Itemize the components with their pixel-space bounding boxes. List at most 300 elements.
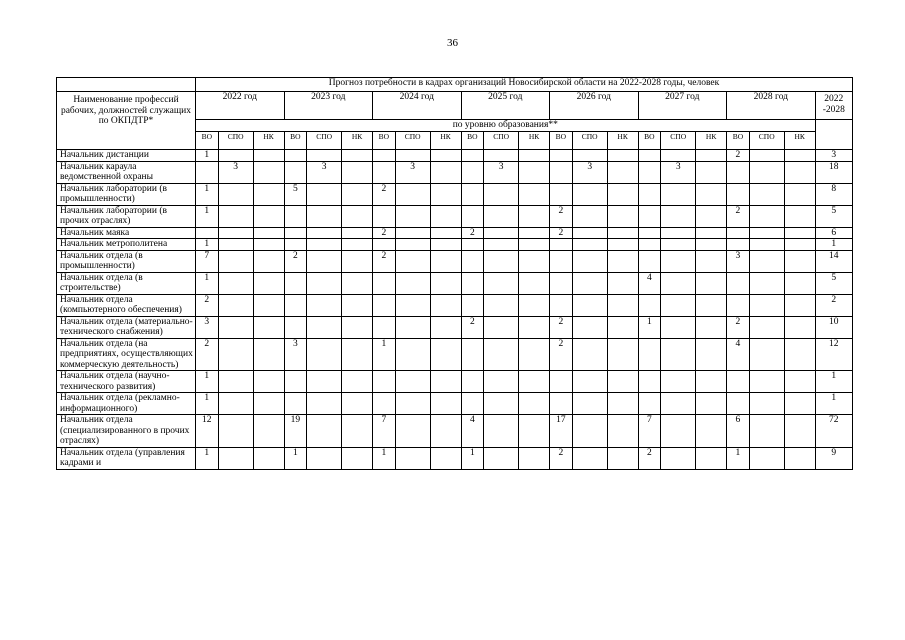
value-cell: 2 [727,205,750,227]
value-cell [395,183,430,205]
value-cell [342,227,373,239]
value-cell [461,205,484,227]
value-cell: 1 [284,447,307,469]
value-cell [661,239,696,251]
value-cell [607,393,638,415]
value-cell [218,338,253,371]
value-cell [430,205,461,227]
value-cell [218,183,253,205]
value-cell [430,239,461,251]
education-level-header: ВО [195,132,218,150]
value-cell [342,150,373,162]
page-number: 36 [447,37,458,49]
value-cell [395,415,430,448]
value-cell [661,447,696,469]
value-cell: 2 [195,294,218,316]
value-cell [195,227,218,239]
value-cell [253,294,284,316]
value-cell [727,393,750,415]
value-cell [484,272,519,294]
value-cell [638,161,661,183]
value-cell [253,447,284,469]
profession-name: Начальник лаборатории (в промышленности) [57,183,196,205]
value-cell [307,393,342,415]
value-cell: 1 [461,447,484,469]
profession-name: Начальник отдела (в строительстве) [57,272,196,294]
value-cell [484,415,519,448]
value-cell [307,316,342,338]
value-cell [284,150,307,162]
education-level-header: ВО [461,132,484,150]
value-cell [373,150,396,162]
value-cell [572,183,607,205]
value-cell [461,250,484,272]
value-cell [373,316,396,338]
value-cell [307,150,342,162]
value-cell: 2 [373,227,396,239]
value-cell [484,393,519,415]
value-cell [519,338,550,371]
value-cell [218,227,253,239]
year-header: 2025 год [461,92,550,120]
value-cell [461,371,484,393]
value-cell [307,239,342,251]
value-cell [607,183,638,205]
year-header: 2027 год [638,92,727,120]
value-cell: 2 [461,316,484,338]
value-cell: 5 [284,183,307,205]
value-cell: 17 [550,415,573,448]
table-row [57,316,853,338]
value-cell [373,161,396,183]
value-cell [661,227,696,239]
education-level-header: ВО [284,132,307,150]
value-cell: 3 [395,161,430,183]
value-cell: 1 [195,371,218,393]
value-cell: 1 [373,338,396,371]
value-cell: 2 [373,250,396,272]
value-cell: 2 [373,183,396,205]
value-cell [395,393,430,415]
education-level-header: НК [342,132,373,150]
value-cell: 3 [727,250,750,272]
value-cell: 3 [195,316,218,338]
value-cell [484,371,519,393]
year-header: 2022 год [195,92,284,120]
value-cell [638,393,661,415]
value-cell [307,415,342,448]
workforce-forecast-table [56,77,853,470]
value-cell [342,393,373,415]
value-cell [395,294,430,316]
value-cell [607,415,638,448]
value-cell [572,150,607,162]
value-cell [430,183,461,205]
value-cell [638,227,661,239]
value-cell [395,447,430,469]
value-cell: 1 [195,239,218,251]
year-header: 2026 год [550,92,639,120]
value-cell [661,393,696,415]
value-cell [519,371,550,393]
value-cell [519,239,550,251]
value-cell [218,294,253,316]
value-cell [195,161,218,183]
value-cell [784,161,815,183]
value-cell: 3 [284,338,307,371]
profession-name: Начальник отдела (материально-технического снабжения) [57,316,196,338]
value-cell: 3 [307,161,342,183]
table-row [57,205,853,227]
value-cell [784,393,815,415]
value-cell [461,161,484,183]
value-cell: 3 [661,161,696,183]
value-cell [607,239,638,251]
value-cell: 1 [727,447,750,469]
value-cell [218,150,253,162]
value-cell [550,393,573,415]
education-level-header: ВО [638,132,661,150]
value-cell [218,272,253,294]
name-column-header: Наименование профессий рабочих, должностей служащих по ОКПДТР* [57,92,196,150]
value-cell [784,250,815,272]
value-cell [607,205,638,227]
value-cell: 2 [550,205,573,227]
value-cell [661,338,696,371]
value-cell [784,316,815,338]
education-level-header: НК [784,132,815,150]
value-cell [550,294,573,316]
profession-name: Начальник отдела (рекламно-информационного) [57,393,196,415]
value-cell [572,316,607,338]
value-cell: 4 [638,272,661,294]
row-total: 1 [815,393,852,415]
value-cell [342,239,373,251]
value-cell [607,161,638,183]
profession-name: Начальник отдела (на предприятиях, осуществляющих коммерческую деятельность) [57,338,196,371]
value-cell [661,205,696,227]
value-cell: 12 [195,415,218,448]
value-cell [461,150,484,162]
value-cell: 2 [550,338,573,371]
value-cell [519,272,550,294]
year-header: 2028 год [727,92,816,120]
value-cell [607,316,638,338]
value-cell [253,150,284,162]
value-cell [784,227,815,239]
value-cell [253,205,284,227]
value-cell: 2 [550,227,573,239]
value-cell [638,150,661,162]
value-cell [395,239,430,251]
value-cell [727,294,750,316]
value-cell [218,239,253,251]
value-cell [572,393,607,415]
value-cell [607,272,638,294]
value-cell [342,183,373,205]
value-cell [253,227,284,239]
value-cell [307,205,342,227]
value-cell [784,150,815,162]
value-cell [661,250,696,272]
value-cell [572,338,607,371]
value-cell [607,250,638,272]
value-cell [253,183,284,205]
value-cell [696,415,727,448]
value-cell [519,205,550,227]
value-cell [307,338,342,371]
value-cell [696,447,727,469]
value-cell [519,161,550,183]
value-cell [307,183,342,205]
value-cell: 1 [373,447,396,469]
year-header: 2024 год [373,92,462,120]
value-cell: 1 [195,447,218,469]
value-cell [430,415,461,448]
value-cell [519,183,550,205]
value-cell [284,227,307,239]
value-cell [696,150,727,162]
profession-name: Начальник караула ведомственной охраны [57,161,196,183]
value-cell [284,294,307,316]
value-cell [607,227,638,239]
value-cell [572,239,607,251]
value-cell [638,338,661,371]
value-cell [307,250,342,272]
value-cell [749,239,784,251]
table-row [57,250,853,272]
education-level-subheader: по уровню образования** [195,120,815,132]
value-cell [430,371,461,393]
value-cell [461,239,484,251]
value-cell [749,316,784,338]
value-cell [749,227,784,239]
value-cell [218,205,253,227]
value-cell [696,183,727,205]
value-cell [784,371,815,393]
row-total: 1 [815,239,852,251]
value-cell [519,250,550,272]
education-level-header: ВО [550,132,573,150]
value-cell: 7 [195,250,218,272]
value-cell [784,415,815,448]
profession-name: Начальник метрополитена [57,239,196,251]
education-level-header: СПО [661,132,696,150]
value-cell [284,393,307,415]
value-cell [519,447,550,469]
profession-name: Начальник маяка [57,227,196,239]
year-header: 2023 год [284,92,373,120]
value-cell [638,205,661,227]
education-level-header: СПО [218,132,253,150]
value-cell [784,272,815,294]
value-cell [727,161,750,183]
table-row [57,415,853,448]
table-row [57,371,853,393]
education-level-header: НК [519,132,550,150]
value-cell [661,415,696,448]
value-cell [484,205,519,227]
value-cell [342,250,373,272]
value-cell [253,371,284,393]
profession-name: Начальник отдела (компьютерного обеспечения) [57,294,196,316]
value-cell: 19 [284,415,307,448]
table-row [57,239,853,251]
value-cell [342,338,373,371]
row-total: 9 [815,447,852,469]
value-cell [430,227,461,239]
value-cell [784,294,815,316]
value-cell [638,250,661,272]
value-cell [749,371,784,393]
value-cell [749,272,784,294]
value-cell: 1 [638,316,661,338]
value-cell [395,316,430,338]
value-cell [395,150,430,162]
value-cell [696,161,727,183]
row-total: 2 [815,294,852,316]
value-cell [430,161,461,183]
table-row [57,447,853,469]
value-cell [484,294,519,316]
value-cell [430,338,461,371]
value-cell [607,371,638,393]
value-cell [696,227,727,239]
value-cell: 4 [727,338,750,371]
value-cell [253,316,284,338]
row-total: 10 [815,316,852,338]
education-level-header: СПО [307,132,342,150]
value-cell [550,183,573,205]
value-cell [484,150,519,162]
value-cell [749,183,784,205]
table-caption: Прогноз потребности в кадрах организаций Новосибирской области на 2022-2028 годы, человек [195,78,852,92]
value-cell [430,294,461,316]
row-total: 5 [815,205,852,227]
total-header-blank [815,120,852,150]
value-cell [484,338,519,371]
value-cell [484,316,519,338]
value-cell [253,415,284,448]
value-cell [373,239,396,251]
value-cell [284,371,307,393]
value-cell [395,250,430,272]
value-cell [430,150,461,162]
value-cell [784,338,815,371]
value-cell [519,150,550,162]
value-cell: 6 [727,415,750,448]
value-cell [218,250,253,272]
education-level-header: СПО [484,132,519,150]
education-level-header: СПО [395,132,430,150]
value-cell [519,227,550,239]
value-cell: 2 [727,316,750,338]
value-cell [749,294,784,316]
value-cell [784,239,815,251]
value-cell [519,316,550,338]
value-cell [373,272,396,294]
value-cell [696,338,727,371]
value-cell [461,294,484,316]
value-cell: 7 [373,415,396,448]
value-cell [696,316,727,338]
value-cell [661,294,696,316]
row-total: 3 [815,150,852,162]
profession-name: Начальник дистанции [57,150,196,162]
value-cell [572,415,607,448]
value-cell [572,205,607,227]
value-cell [342,415,373,448]
value-cell [696,393,727,415]
value-cell [342,316,373,338]
value-cell [519,415,550,448]
value-cell [607,447,638,469]
row-total: 14 [815,250,852,272]
value-cell [284,161,307,183]
value-cell [519,393,550,415]
value-cell: 2 [550,316,573,338]
value-cell [572,250,607,272]
value-cell [696,205,727,227]
value-cell [342,272,373,294]
value-cell: 3 [572,161,607,183]
profession-name: Начальник отдела (научно-технического развития) [57,371,196,393]
value-cell [307,294,342,316]
value-cell [749,447,784,469]
value-cell [784,205,815,227]
table-row [57,227,853,239]
value-cell [307,227,342,239]
value-cell [607,338,638,371]
value-cell: 2 [638,447,661,469]
value-cell [749,250,784,272]
table-row [57,150,853,162]
value-cell [253,272,284,294]
value-cell [253,393,284,415]
value-cell [342,205,373,227]
value-cell [284,272,307,294]
value-cell [727,183,750,205]
value-cell [519,294,550,316]
table-row [57,272,853,294]
value-cell [218,447,253,469]
value-cell [638,183,661,205]
value-cell: 1 [195,393,218,415]
value-cell [727,272,750,294]
value-cell [572,447,607,469]
value-cell [253,239,284,251]
education-level-header: НК [696,132,727,150]
value-cell [749,205,784,227]
value-cell [749,393,784,415]
value-cell [307,371,342,393]
total-header: 2022 -2028 [815,92,852,120]
value-cell [373,294,396,316]
value-cell [461,338,484,371]
value-cell: 2 [284,250,307,272]
value-cell [373,371,396,393]
value-cell [342,447,373,469]
value-cell [395,272,430,294]
value-cell [373,205,396,227]
value-cell [749,338,784,371]
value-cell [430,447,461,469]
table-row [57,183,853,205]
value-cell [661,371,696,393]
value-cell [484,239,519,251]
value-cell [395,338,430,371]
value-cell [218,415,253,448]
